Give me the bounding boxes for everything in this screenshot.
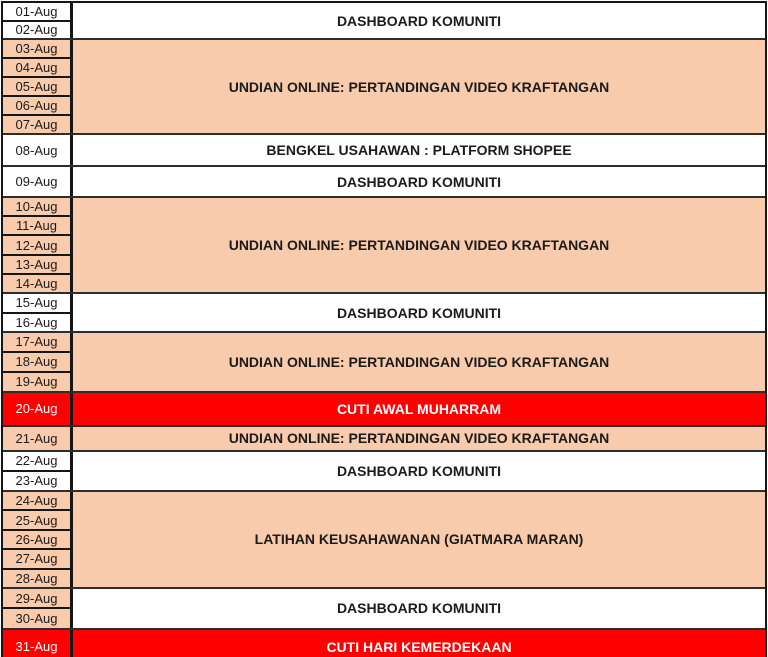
date-label: 10-Aug <box>15 199 58 215</box>
date-cell[interactable] <box>3 393 70 425</box>
schedule-block <box>3 167 765 198</box>
date-cell[interactable] <box>3 95 70 114</box>
date-label: 06-Aug <box>15 98 58 113</box>
date-column <box>3 427 73 450</box>
date-column <box>3 3 73 38</box>
event-cell[interactable] <box>73 135 765 165</box>
date-column <box>3 167 73 196</box>
schedule-block <box>3 393 765 427</box>
date-cell[interactable] <box>3 3 70 20</box>
date-label: 07-Aug <box>15 117 58 132</box>
date-cell[interactable] <box>3 470 70 490</box>
event-cell[interactable] <box>73 3 765 38</box>
date-label: 15-Aug <box>15 295 58 311</box>
date-cell[interactable] <box>3 40 70 57</box>
schedule-block <box>3 294 765 333</box>
date-label: 09-Aug <box>15 174 58 189</box>
date-label: 22-Aug <box>15 453 58 469</box>
event-cell[interactable] <box>73 492 765 587</box>
date-cell[interactable] <box>3 427 70 450</box>
date-label: 08-Aug <box>15 142 58 158</box>
date-label: 17-Aug <box>15 334 58 350</box>
date-label: 26-Aug <box>15 531 58 547</box>
event-cell[interactable] <box>73 333 765 391</box>
event-label: LATIHAN KEUSAHAWANAN (GIATMARA MARAN) <box>254 531 584 548</box>
event-label: BENGKEL USAHAWAN : PLATFORM SHOPEE <box>266 142 572 158</box>
date-label: 28-Aug <box>15 570 58 586</box>
date-label: 30-Aug <box>15 611 58 627</box>
date-cell[interactable] <box>3 452 70 470</box>
date-label: 23-Aug <box>15 473 58 489</box>
schedule-block <box>3 198 765 294</box>
event-label: CUTI HARI KEMERDEKAAN <box>326 638 512 655</box>
event-label: DASHBOARD KOMUNITI <box>336 12 502 29</box>
date-column <box>3 40 73 133</box>
date-label: 11-Aug <box>16 218 57 234</box>
date-label: 20-Aug <box>15 401 58 417</box>
event-cell[interactable] <box>73 167 765 196</box>
date-label: 13-Aug <box>15 256 58 272</box>
date-cell[interactable] <box>3 529 70 548</box>
date-label: 18-Aug <box>15 354 58 370</box>
date-column <box>3 492 73 587</box>
date-label: 16-Aug <box>15 314 58 330</box>
date-cell[interactable] <box>3 114 70 133</box>
date-cell[interactable] <box>3 215 70 234</box>
date-cell[interactable] <box>3 198 70 215</box>
date-label: 25-Aug <box>15 512 58 528</box>
schedule-block <box>3 630 765 657</box>
date-cell[interactable] <box>3 135 70 165</box>
date-cell[interactable] <box>3 371 70 391</box>
date-column <box>3 135 73 165</box>
date-column <box>3 393 73 425</box>
event-cell[interactable] <box>73 40 765 133</box>
schedule-block <box>3 589 765 630</box>
calendar-table <box>1 1 767 657</box>
event-label: DASHBOARD KOMUNITI <box>336 173 502 190</box>
schedule-block <box>3 452 765 492</box>
event-cell[interactable] <box>73 393 765 425</box>
date-label: 31-Aug <box>15 639 58 655</box>
event-label: UNDIAN ONLINE: PERTANDINGAN VIDEO KRAFTANGAN <box>228 237 610 253</box>
schedule-block <box>3 135 765 167</box>
schedule-block <box>3 427 765 452</box>
date-cell[interactable] <box>3 20 70 39</box>
event-cell[interactable] <box>73 452 765 490</box>
date-label: 02-Aug <box>15 22 58 38</box>
date-label: 14-Aug <box>15 275 58 291</box>
date-cell[interactable] <box>3 234 70 253</box>
date-cell[interactable] <box>3 273 70 292</box>
date-label: 03-Aug <box>15 41 58 56</box>
event-cell[interactable] <box>73 198 765 292</box>
schedule-block <box>3 3 765 40</box>
date-cell[interactable] <box>3 607 70 628</box>
date-cell[interactable] <box>3 630 70 657</box>
date-cell[interactable] <box>3 167 70 196</box>
date-cell[interactable] <box>3 254 70 273</box>
date-label: 12-Aug <box>15 237 58 253</box>
date-column <box>3 294 73 331</box>
date-cell[interactable] <box>3 76 70 95</box>
schedule-block <box>3 333 765 393</box>
date-column <box>3 333 73 391</box>
schedule-block <box>3 40 765 135</box>
event-cell[interactable] <box>73 630 765 657</box>
event-label: DASHBOARD KOMUNITI <box>336 462 502 479</box>
schedule-block <box>3 492 765 589</box>
date-column <box>3 452 73 490</box>
date-cell[interactable] <box>3 509 70 528</box>
date-label: 24-Aug <box>15 493 58 509</box>
date-column <box>3 630 73 657</box>
event-label: CUTI AWAL MUHARRAM <box>336 400 502 417</box>
date-cell[interactable] <box>3 589 70 608</box>
event-label: DASHBOARD KOMUNITI <box>336 600 502 617</box>
date-column <box>3 589 73 628</box>
date-label: 21-Aug <box>15 430 58 446</box>
date-label: 04-Aug <box>15 60 58 75</box>
date-label: 27-Aug <box>15 551 58 567</box>
event-label: UNDIAN ONLINE: PERTANDINGAN VIDEO KRAFTANGAN <box>228 353 610 370</box>
date-label: 29-Aug <box>15 590 58 606</box>
event-label: DASHBOARD KOMUNITI <box>336 304 502 321</box>
event-cell[interactable] <box>73 294 765 331</box>
date-cell[interactable] <box>3 57 70 76</box>
date-label: 05-Aug <box>15 79 58 94</box>
date-label: 19-Aug <box>15 374 58 390</box>
event-cell[interactable] <box>73 427 765 450</box>
date-column <box>3 198 73 292</box>
date-cell[interactable] <box>3 568 70 587</box>
date-cell[interactable] <box>3 492 70 509</box>
date-cell[interactable] <box>3 548 70 567</box>
event-label: UNDIAN ONLINE: PERTANDINGAN VIDEO KRAFTANGAN <box>228 430 610 447</box>
event-label: UNDIAN ONLINE: PERTANDINGAN VIDEO KRAFTANGAN <box>228 78 610 95</box>
event-cell[interactable] <box>73 589 765 628</box>
date-cell[interactable] <box>3 351 70 371</box>
date-cell[interactable] <box>3 333 70 351</box>
date-cell[interactable] <box>3 294 70 312</box>
date-label: 01-Aug <box>15 3 58 19</box>
date-cell[interactable] <box>3 312 70 332</box>
